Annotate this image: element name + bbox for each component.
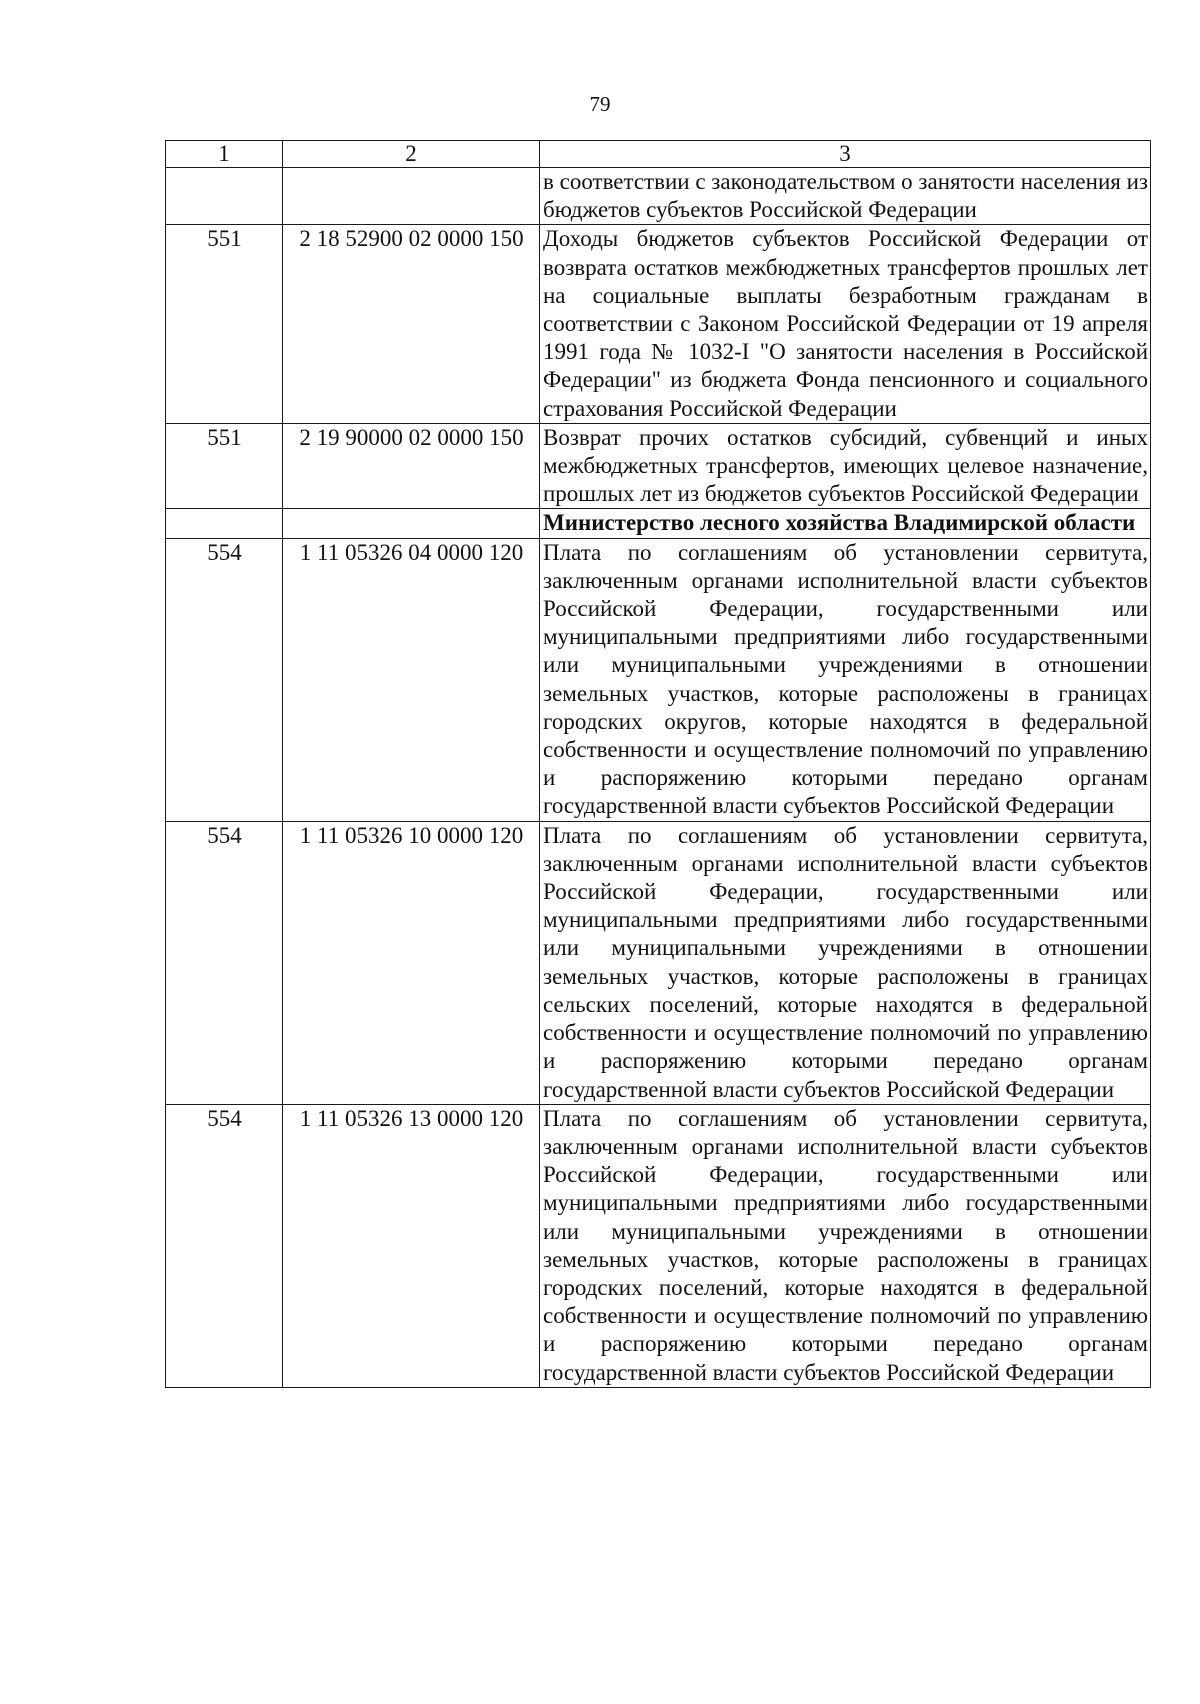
column-header-3: 3 — [540, 141, 1151, 168]
revenue-name-cell: Доходы бюджетов субъектов Российской Федерации от возврата остатков межбюджетных трансфертов прошлых лет на социальные выплаты безработным гражданам в соответствии с Законом Российской Федерации от 19 апреля 1991 года № 1032-I "О занятости населения в Российской Федерации" из бюджета Фонда пенсионного и социального страхования Российской Федерации — [540, 225, 1151, 423]
section-header-row — [166, 509, 1151, 538]
revenue-code-cell — [283, 168, 540, 225]
revenue-name-cell: Плата по соглашениям об установлении сервитута, заключенным органами исполнительной власти субъектов Российской Федерации, государственными или муниципальными предприятиями либо государственными или муниципальными учреждениями в отношении земельных участков, которые расположены в границах сельских поселений, которые находятся в федеральной собственности и осуществление полномочий по управлению и распоряжению которыми передано органам государственной власти субъектов Российской Федерации — [540, 821, 1151, 1104]
table-row — [166, 168, 1151, 225]
revenue-name-cell: Плата по соглашениям об установлении сервитута, заключенным органами исполнительной власти субъектов Российской Федерации, государственными или муниципальными предприятиями либо государственными или муниципальными учреждениями в отношении земельных участков, которые расположены в границах городских поселений, которые находятся в федеральной собственности и осуществление полномочий по управлению и распоряжению которыми передано органам государственной власти субъектов Российской Федерации — [540, 1104, 1151, 1387]
ministry-heading: Министерство лесного хозяйства Владимирской области — [540, 509, 1151, 538]
revenue-name-cell: Плата по соглашениям об установлении сервитута, заключенным органами исполнительной власти субъектов Российской Федерации, государственными или муниципальными предприятиями либо государственными или муниципальными учреждениями в отношении земельных участков, которые расположены в границах городских округов, которые находятся в федеральной собственности и осуществление полномочий по управлению и распоряжению которыми передано органам государственной власти субъектов Российской Федерации — [540, 538, 1151, 821]
column-header-1: 1 — [166, 141, 283, 168]
revenue-code-cell: 1 11 05326 13 0000 120 — [283, 1104, 540, 1387]
administrator-code-cell: 551 — [166, 225, 283, 423]
administrator-code-cell — [166, 168, 283, 225]
page-number: 79 — [589, 92, 611, 116]
revenue-code-cell: 1 11 05326 10 0000 120 — [283, 821, 540, 1104]
administrator-code-cell: 554 — [166, 821, 283, 1104]
revenue-name-cell: в соответствии с законодательством о занятости населения из бюджетов субъектов Российской Федерации — [540, 168, 1151, 225]
table-row — [166, 225, 1151, 423]
administrator-code-cell: 554 — [166, 1104, 283, 1387]
revenue-code-cell — [283, 509, 540, 538]
revenue-codes-table — [165, 140, 1151, 1388]
table-row — [166, 423, 1151, 509]
table-row — [166, 538, 1151, 821]
administrator-code-cell: 551 — [166, 423, 283, 509]
table-header-row — [166, 141, 1151, 168]
administrator-code-cell: 554 — [166, 538, 283, 821]
administrator-code-cell — [166, 509, 283, 538]
column-header-2: 2 — [283, 141, 540, 168]
revenue-code-cell: 1 11 05326 04 0000 120 — [283, 538, 540, 821]
table-row — [166, 1104, 1151, 1387]
revenue-name-cell: Возврат прочих остатков субсидий, субвенций и иных межбюджетных трансфертов, имеющих целевое назначение, прошлых лет из бюджетов субъектов Российской Федерации — [540, 423, 1151, 509]
revenue-code-cell: 2 19 90000 02 0000 150 — [283, 423, 540, 509]
revenue-code-cell: 2 18 52900 02 0000 150 — [283, 225, 540, 423]
table-row — [166, 821, 1151, 1104]
